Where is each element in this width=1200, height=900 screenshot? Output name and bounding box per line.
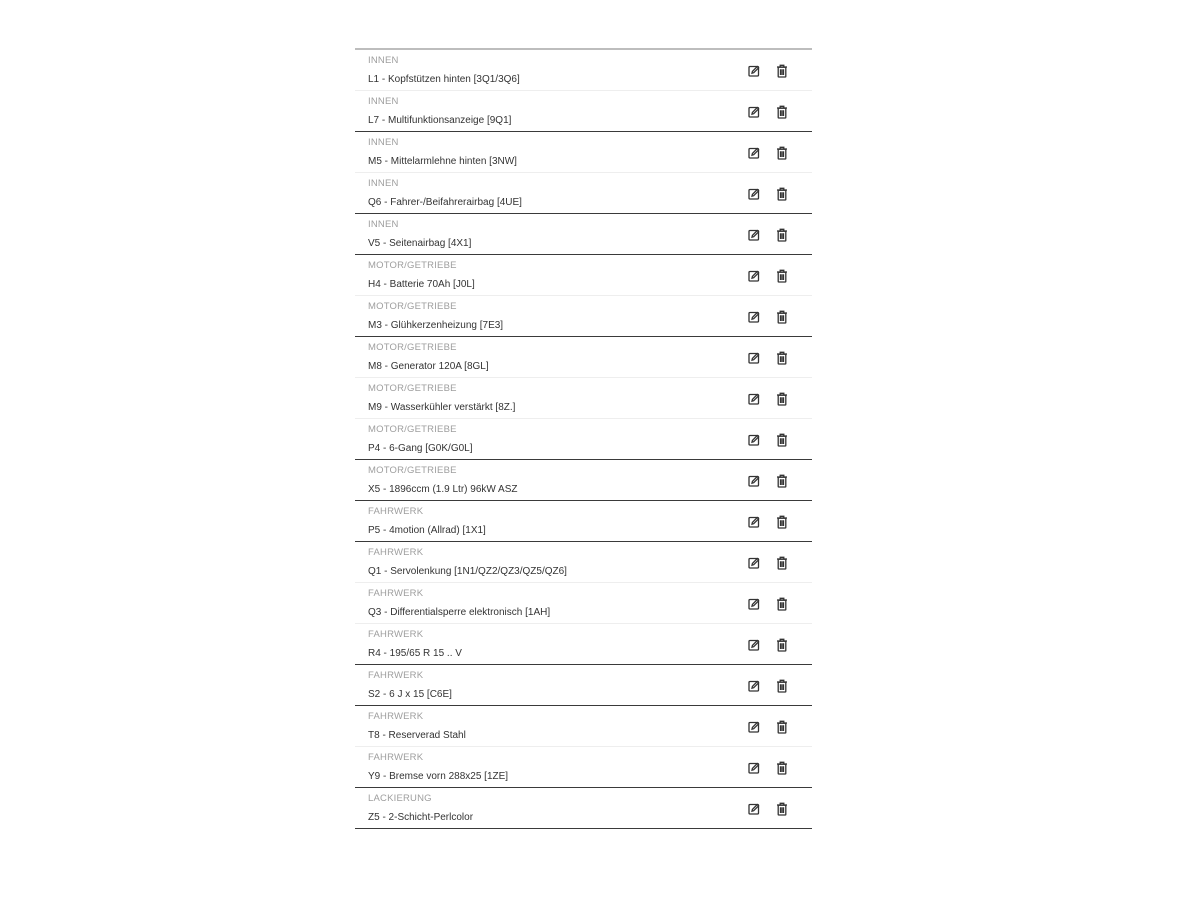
edit-icon [748, 311, 760, 323]
edit-icon [748, 598, 760, 610]
row-actions [746, 63, 790, 79]
list-item [355, 173, 812, 214]
list-item [355, 296, 812, 337]
list-item [355, 214, 812, 255]
option-name: V5 - Seitenairbag [4X1] [368, 238, 472, 249]
trash-icon [776, 351, 788, 365]
delete-button[interactable] [774, 227, 790, 243]
option-name: M9 - Wasserkühler verstärkt [8Z.] [368, 402, 516, 413]
delete-button[interactable] [774, 801, 790, 817]
option-category: MOTOR/GETRIEBE [368, 383, 457, 394]
option-name: Y9 - Bremse vorn 288x25 [1ZE] [368, 771, 509, 782]
option-category: FAHRWERK [368, 506, 424, 517]
edit-button[interactable] [746, 473, 762, 489]
delete-button[interactable] [774, 309, 790, 325]
list-item [355, 501, 812, 542]
edit-button[interactable] [746, 227, 762, 243]
option-name: T8 - Reserverad Stahl [368, 730, 466, 741]
option-name: Z5 - 2-Schicht-Perlcolor [368, 812, 474, 823]
delete-button[interactable] [774, 63, 790, 79]
option-name: Q1 - Servolenkung [1N1/QZ2/QZ3/QZ5/QZ6] [368, 566, 567, 577]
trash-icon [776, 269, 788, 283]
edit-icon [748, 516, 760, 528]
row-actions [746, 432, 790, 448]
option-name: M3 - Glühkerzenheizung [7E3] [368, 320, 504, 331]
edit-icon [748, 557, 760, 569]
edit-button[interactable] [746, 555, 762, 571]
list-item [355, 583, 812, 624]
trash-icon [776, 597, 788, 611]
edit-button[interactable] [746, 186, 762, 202]
trash-icon [776, 64, 788, 78]
edit-button[interactable] [746, 268, 762, 284]
row-actions [746, 227, 790, 243]
trash-icon [776, 761, 788, 775]
trash-icon [776, 310, 788, 324]
list-item [355, 132, 812, 173]
list-item [355, 378, 812, 419]
edit-button[interactable] [746, 719, 762, 735]
list-item [355, 706, 812, 747]
edit-icon [748, 680, 760, 692]
option-category: FAHRWERK [368, 711, 424, 722]
row-actions [746, 473, 790, 489]
option-name: Q3 - Differentialsperre elektronisch [1AH] [368, 607, 551, 618]
edit-icon [748, 434, 760, 446]
trash-icon [776, 556, 788, 570]
row-actions [746, 350, 790, 366]
trash-icon [776, 474, 788, 488]
row-actions [746, 104, 790, 120]
delete-button[interactable] [774, 514, 790, 530]
delete-button[interactable] [774, 186, 790, 202]
edit-icon [748, 106, 760, 118]
row-actions [746, 678, 790, 694]
row-actions [746, 801, 790, 817]
delete-button[interactable] [774, 637, 790, 653]
option-category: INNEN [368, 137, 399, 148]
edit-button[interactable] [746, 432, 762, 448]
option-category: MOTOR/GETRIEBE [368, 342, 457, 353]
trash-icon [776, 433, 788, 447]
option-category: LACKIERUNG [368, 793, 432, 804]
edit-icon [748, 352, 760, 364]
row-actions [746, 555, 790, 571]
option-category: MOTOR/GETRIEBE [368, 260, 457, 271]
edit-button[interactable] [746, 104, 762, 120]
list-item [355, 665, 812, 706]
option-category: FAHRWERK [368, 547, 424, 558]
option-category: FAHRWERK [368, 752, 424, 763]
option-name: P5 - 4motion (Allrad) [1X1] [368, 525, 486, 536]
row-actions [746, 637, 790, 653]
delete-button[interactable] [774, 391, 790, 407]
option-name: M5 - Mittelarmlehne hinten [3NW] [368, 156, 517, 167]
trash-icon [776, 679, 788, 693]
option-category: MOTOR/GETRIEBE [368, 465, 457, 476]
delete-button[interactable] [774, 473, 790, 489]
delete-button[interactable] [774, 145, 790, 161]
trash-icon [776, 392, 788, 406]
row-actions [746, 760, 790, 776]
option-category: INNEN [368, 55, 399, 66]
edit-icon [748, 147, 760, 159]
row-actions [746, 145, 790, 161]
edit-button[interactable] [746, 391, 762, 407]
list-item [355, 337, 812, 378]
edit-icon [748, 762, 760, 774]
edit-icon [748, 803, 760, 815]
row-actions [746, 186, 790, 202]
row-actions [746, 514, 790, 530]
row-actions [746, 309, 790, 325]
edit-button[interactable] [746, 309, 762, 325]
trash-icon [776, 228, 788, 242]
option-name: S2 - 6 J x 15 [C6E] [368, 689, 452, 700]
options-list [355, 48, 812, 829]
edit-button[interactable] [746, 678, 762, 694]
edit-button[interactable] [746, 63, 762, 79]
edit-button[interactable] [746, 350, 762, 366]
option-category: INNEN [368, 96, 399, 107]
option-name: H4 - Batterie 70Ah [J0L] [368, 279, 475, 290]
delete-button[interactable] [774, 678, 790, 694]
option-name: P4 - 6-Gang [G0K/G0L] [368, 443, 473, 454]
delete-button[interactable] [774, 760, 790, 776]
delete-button[interactable] [774, 432, 790, 448]
list-item [355, 255, 812, 296]
edit-icon [748, 270, 760, 282]
row-actions [746, 719, 790, 735]
edit-button[interactable] [746, 801, 762, 817]
trash-icon [776, 720, 788, 734]
option-category: MOTOR/GETRIEBE [368, 301, 457, 312]
option-name: L7 - Multifunktionsanzeige [9Q1] [368, 115, 512, 126]
trash-icon [776, 638, 788, 652]
option-category: MOTOR/GETRIEBE [368, 424, 457, 435]
trash-icon [776, 515, 788, 529]
edit-button[interactable] [746, 760, 762, 776]
option-category: FAHRWERK [368, 629, 424, 640]
edit-icon [748, 475, 760, 487]
edit-button[interactable] [746, 637, 762, 653]
list-item [355, 91, 812, 132]
trash-icon [776, 802, 788, 816]
trash-icon [776, 105, 788, 119]
list-item [355, 542, 812, 583]
option-name: Q6 - Fahrer-/Beifahrerairbag [4UE] [368, 197, 522, 208]
edit-icon [748, 229, 760, 241]
option-name: R4 - 195/65 R 15 .. V [368, 648, 462, 659]
edit-icon [748, 188, 760, 200]
delete-button[interactable] [774, 350, 790, 366]
option-name: L1 - Kopfstützen hinten [3Q1/3Q6] [368, 74, 520, 85]
option-name: X5 - 1896ccm (1.9 Ltr) 96kW ASZ [368, 484, 518, 495]
edit-button[interactable] [746, 514, 762, 530]
edit-icon [748, 65, 760, 77]
list-item [355, 50, 812, 91]
option-category: INNEN [368, 178, 399, 189]
option-category: INNEN [368, 219, 399, 230]
edit-icon [748, 721, 760, 733]
delete-button[interactable] [774, 719, 790, 735]
list-item [355, 460, 812, 501]
list-item [355, 788, 812, 829]
edit-button[interactable] [746, 145, 762, 161]
edit-icon [748, 393, 760, 405]
trash-icon [776, 187, 788, 201]
row-actions [746, 596, 790, 612]
delete-button[interactable] [774, 555, 790, 571]
list-item [355, 419, 812, 460]
row-actions [746, 391, 790, 407]
edit-button[interactable] [746, 596, 762, 612]
option-category: FAHRWERK [368, 670, 424, 681]
option-name: M8 - Generator 120A [8GL] [368, 361, 489, 372]
edit-icon [748, 639, 760, 651]
delete-button[interactable] [774, 268, 790, 284]
trash-icon [776, 146, 788, 160]
delete-button[interactable] [774, 104, 790, 120]
row-actions [746, 268, 790, 284]
delete-button[interactable] [774, 596, 790, 612]
list-item [355, 747, 812, 788]
option-category: FAHRWERK [368, 588, 424, 599]
list-item [355, 624, 812, 665]
